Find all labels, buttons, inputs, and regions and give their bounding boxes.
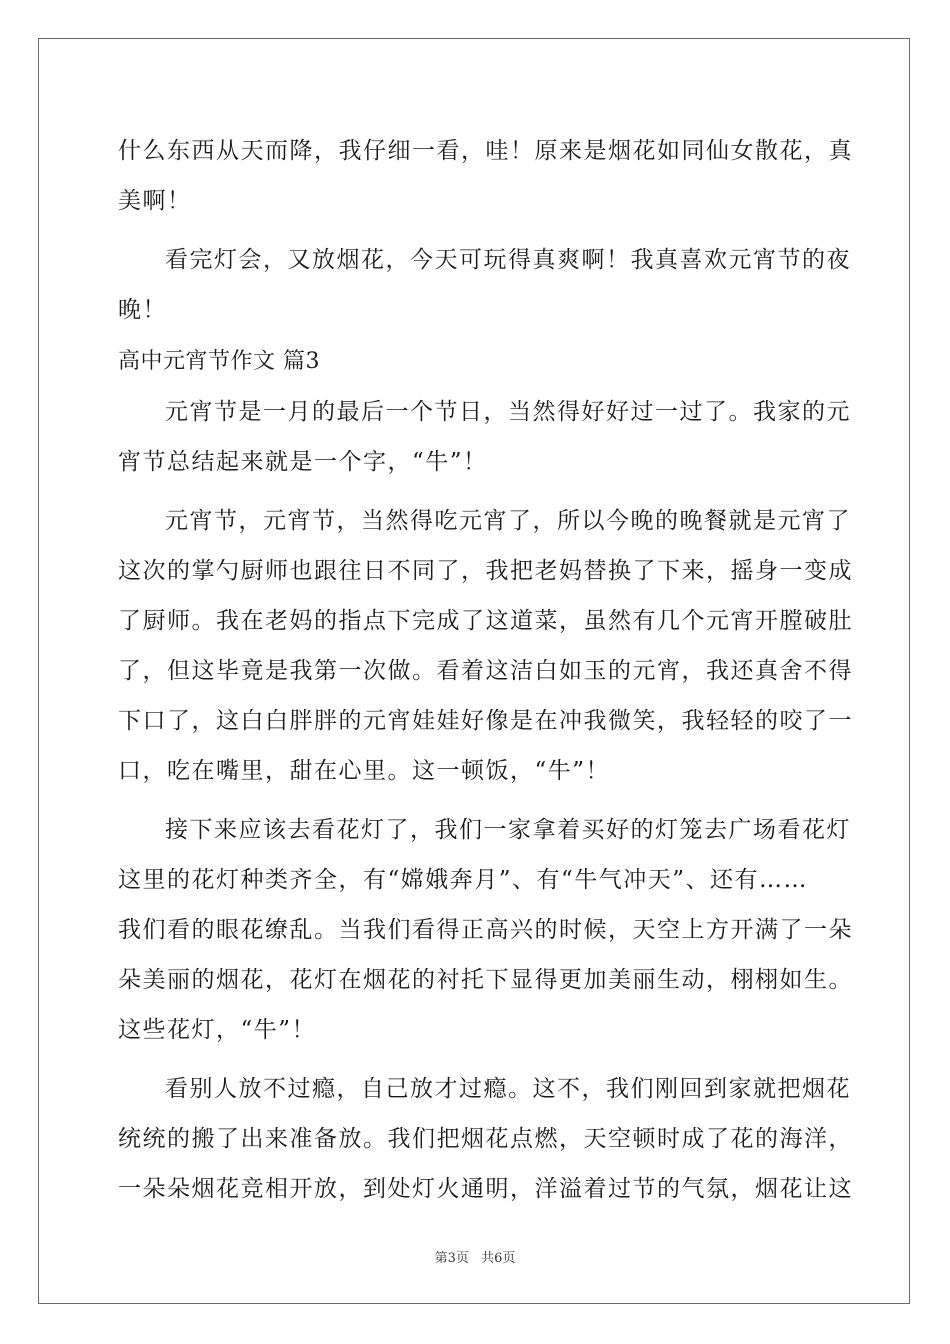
text-line: 美啊！ — [118, 188, 192, 214]
text-line: 了厨师。我在老妈的指点下完成了这道菜，虽然有几个元宵开膛破肚 — [118, 608, 853, 634]
page-number-total: 共6页 — [481, 1251, 516, 1266]
section-heading: 高中元宵节作文 篇3 — [118, 349, 320, 374]
text-line: 接下来应该去看花灯了，我们一家拿着买好的灯笼去广场看花灯 — [165, 817, 851, 843]
text-line: 朵美丽的烟花，花灯在烟花的衬托下显得更加美丽生动，栩栩如生。 — [118, 967, 853, 993]
text-line: 了，但这毕竟是我第一次做。看着这洁白如玉的元宵，我还真舍不得 — [118, 658, 853, 684]
page-footer — [0, 1247, 950, 1266]
text-line: 这次的掌勺厨师也跟往日不同了，我把老妈替换了下来，摇身一变成 — [118, 558, 853, 584]
text-line: 晚！ — [118, 297, 167, 323]
text-line: 看别人放不过瘾，自己放才过瘾。这不，我们刚回到家就把烟花 — [165, 1076, 851, 1102]
document-body — [118, 126, 853, 1214]
text-line: 元宵节是一月的最后一个节日，当然得好好过一过了。我家的元 — [165, 399, 851, 425]
text-line: 什么东西从天而降，我仔细一看，哇！原来是烟花如同仙女散花，真 — [118, 138, 853, 164]
text-line: 一朵朵烟花竞相开放，到处灯火通明，洋溢着过节的气氛，烟花让这 — [118, 1176, 853, 1202]
text-line: 元宵节，元宵节，当然得吃元宵了，所以今晚的晚餐就是元宵了 — [165, 508, 851, 534]
text-line: 口，吃在嘴里，甜在心里。这一顿饭，“牛”！ — [118, 758, 611, 784]
text-line: 我们看的眼花缭乱。当我们看得正高兴的时候，天空上方开满了一朵 — [118, 917, 853, 943]
page-number-current: 第3页 — [434, 1251, 469, 1266]
text-line: 宵节总结起来就是一个字，“牛”！ — [118, 449, 488, 475]
text-line: 这里的花灯种类齐全，有“嫦娥奔月”、有“牛气冲天”、还有…… — [118, 867, 809, 893]
text-line: 下口了，这白白胖胖的元宵娃娃好像是在冲我微笑，我轻轻的咬了一 — [118, 708, 853, 734]
text-line: 这些花灯，“牛”！ — [118, 1017, 317, 1043]
text-line: 看完灯会，又放烟花，今天可玩得真爽啊！我真喜欢元宵节的夜 — [165, 247, 851, 273]
text-line: 统统的搬了出来准备放。我们把烟花点燃，天空顿时成了花的海洋， — [118, 1126, 853, 1152]
